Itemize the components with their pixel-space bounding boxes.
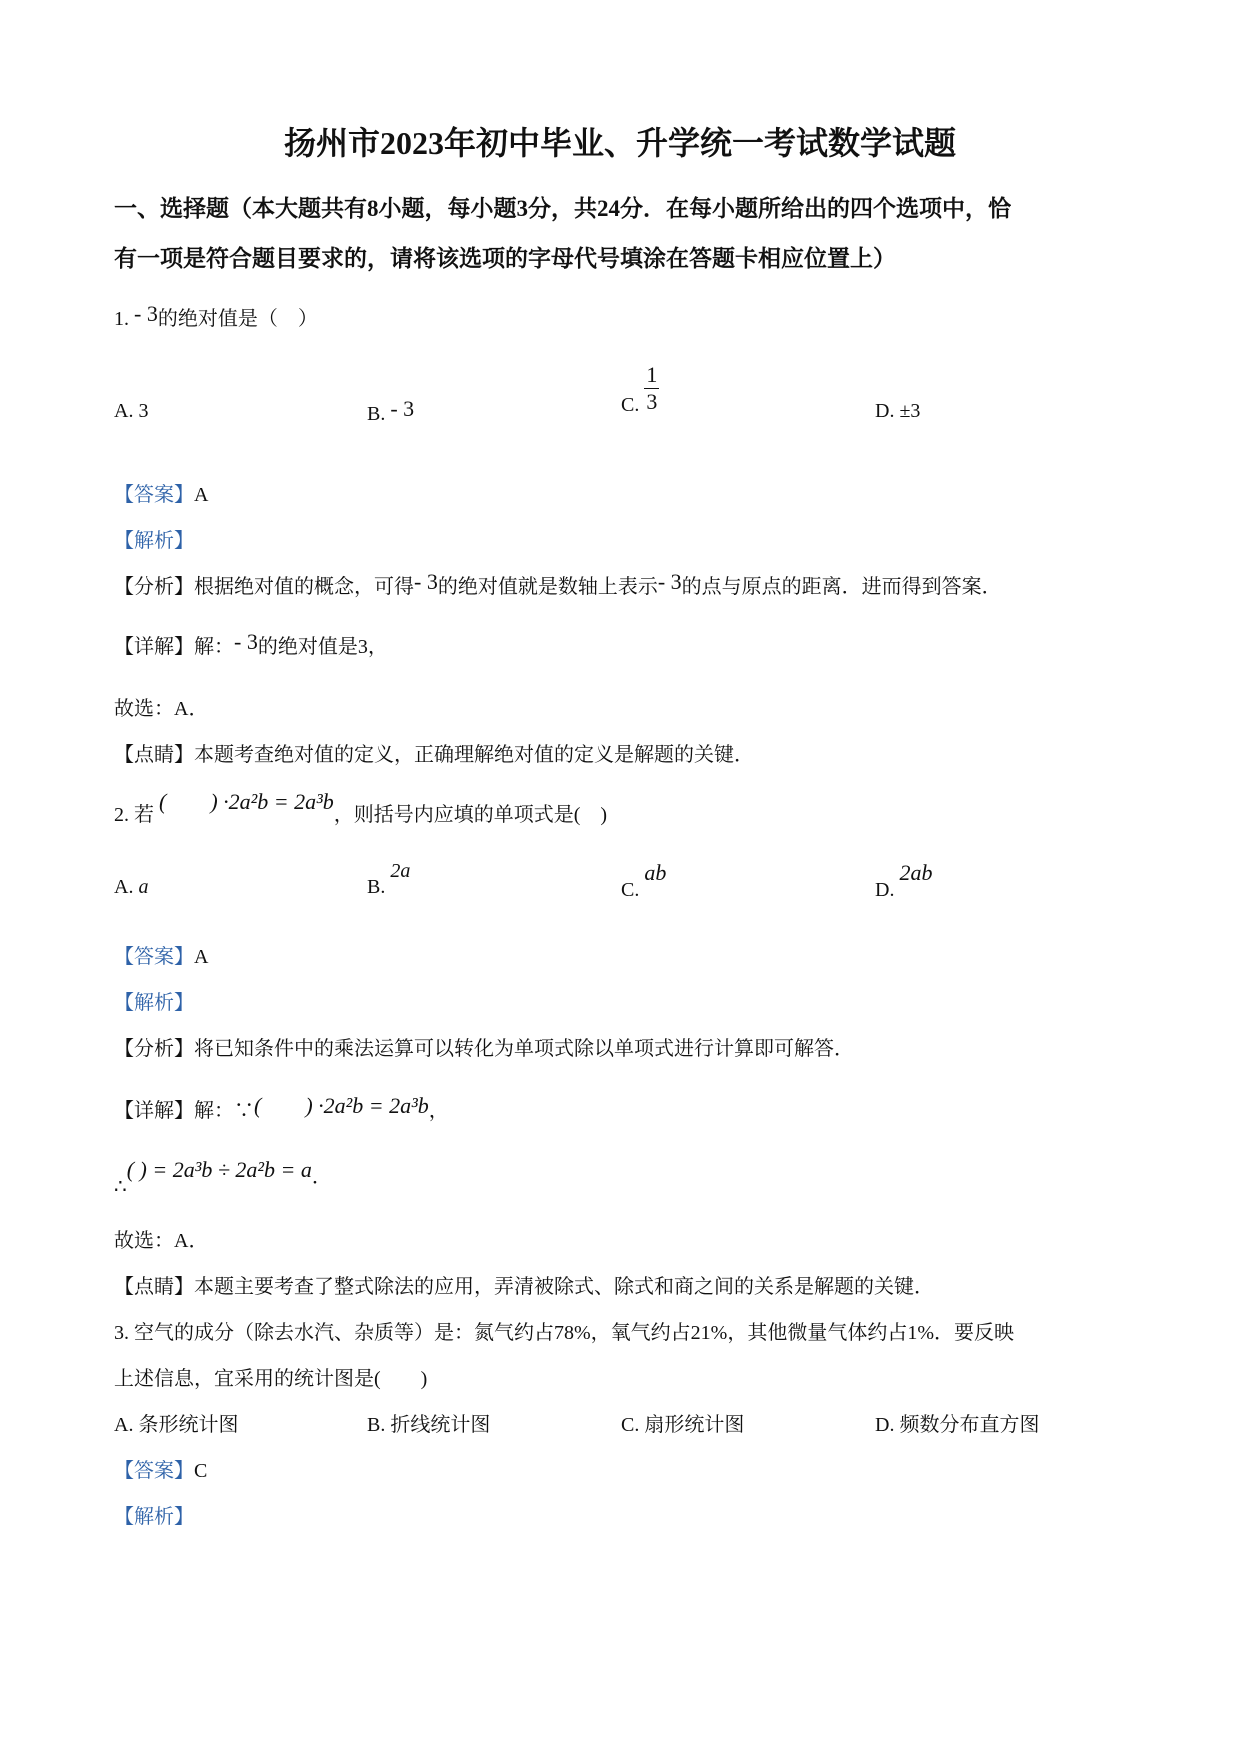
analysis-text: 将已知条件中的乘法运算可以转化为单项式除以单项式进行计算即可解答． [194,1038,854,1060]
xiangjie-tag: 【详解】 [114,1100,194,1122]
question-text: 的绝对值是（ ） [157,308,318,330]
section-heading-line2: 有一项是符合题目要求的，请将该选项的字母代号填涂在答题卡相应位置上） [114,246,896,271]
option-value: ±3 [899,400,921,422]
option-label: A. [114,876,134,898]
math-formula: ( ) ·2a²b = 2a³b [254,1093,429,1118]
analysis-text: 根据绝对值的概念，可得 [194,576,414,598]
math-expression: - 3 [657,569,682,594]
therefore-symbol: ∴ [114,1176,127,1198]
therefore-line [114,1157,332,1198]
answer-line [114,478,208,507]
comment-text: 本题主要考查了整式除法的应用，弄清被除式、除式和商之间的关系是解题的关键． [194,1276,934,1298]
comment-line [114,738,754,767]
solution-text: 解： [194,636,234,658]
option-b [367,396,415,426]
option-b: B. 折线统计图 [367,1414,491,1436]
solution-text: ， [428,1100,449,1122]
analysis-text: 的绝对值就是数轴上表示 [437,576,658,598]
comment-text: 本题考查绝对值的定义，正确理解绝对值的定义是解题的关键． [194,744,754,766]
option-d [875,400,920,423]
choice-line: 故选：A． [114,698,209,720]
dianjing-tag: 【点睛】 [114,744,194,766]
option-b [367,860,411,899]
option-label: B. [367,876,386,898]
jiexi-tag: 【解析】 [114,530,194,552]
analysis-line [114,570,1002,599]
analysis-line [114,1032,854,1061]
analysis-text: 的点与原点的距离．进而得到答案． [681,576,1002,598]
fenxi-tag: 【分析】 [114,576,194,598]
xiangjie-tag: 【详解】 [114,636,194,658]
question-text: ，则括号内应填的单项式是( ) [333,804,608,826]
jiexi-tag: 【解析】 [114,1506,194,1528]
option-d [875,860,933,902]
answer-line [114,1454,207,1483]
solution-line [114,1094,449,1123]
option-a: A. 条形统计图 [114,1414,239,1436]
option-label: D. [875,400,895,422]
option-value: - 3 [390,396,415,421]
option-label: B. [367,403,386,425]
option-c: C. 扇形统计图 [621,1414,745,1436]
solution-text: 解：∵ [194,1100,254,1122]
question-1-stem [114,302,318,331]
math-expression: - 3 [134,301,158,326]
fraction-denominator: 3 [646,389,658,414]
option-c [621,362,659,415]
option-value: ab [644,860,667,885]
fenxi-tag: 【分析】 [114,1038,194,1060]
answer-tag: 【答案】 [114,946,194,968]
option-value: 2a [390,860,411,882]
option-label: C. [621,394,640,417]
comment-line [114,1270,934,1299]
option-a: A. 3 [114,400,149,422]
math-formula: ( ) ·2a²b = 2a³b [159,789,334,814]
fraction [644,362,659,415]
answer-value: A [194,484,209,506]
jiexi-tag: 【解析】 [114,992,194,1014]
answer-value: A [194,946,209,968]
answer-line [114,940,208,969]
option-a [114,876,148,899]
question-2-stem [114,789,608,827]
math-formula: ( ) = 2a³b ÷ 2a²b = a [126,1157,312,1182]
option-label: C. [621,879,640,901]
answer-value: C [194,1460,208,1482]
answer-tag: 【答案】 [114,484,194,506]
solution-text: 的绝对值是3， [257,636,388,658]
question-3-stem-line1: 3. 空气的成分（除去水汽、杂质等）是：氮气约占78%，氧气约占21%，其他微量气体约占1%．要反映 [114,1322,1014,1344]
option-label: D. [875,879,895,901]
option-c [621,860,667,902]
math-expression: - 3 [234,629,258,654]
page-title: 扬州市2023年初中毕业、升学统一考试数学试题 [283,125,956,161]
question-number: 2. 若 [114,804,154,826]
solution-text: ． [311,1166,332,1188]
option-value: 2ab [899,860,933,885]
solution-line [114,630,388,659]
section-heading-line1: 一、选择题（本大题共有8小题，每小题3分，共24分．在每小题所给出的四个选项中，恰 [114,196,1011,221]
question-3-stem-line2: 上述信息，宜采用的统计图是( ) [114,1368,428,1390]
dianjing-tag: 【点睛】 [114,1276,194,1298]
answer-tag: 【答案】 [114,1460,194,1482]
choice-line: 故选：A． [114,1230,209,1252]
question-number: 1. [114,308,129,330]
fraction-numerator: 1 [646,362,658,387]
option-d: D. 频数分布直方图 [875,1414,1040,1436]
option-value: a [138,876,149,898]
math-expression: - 3 [414,569,438,594]
